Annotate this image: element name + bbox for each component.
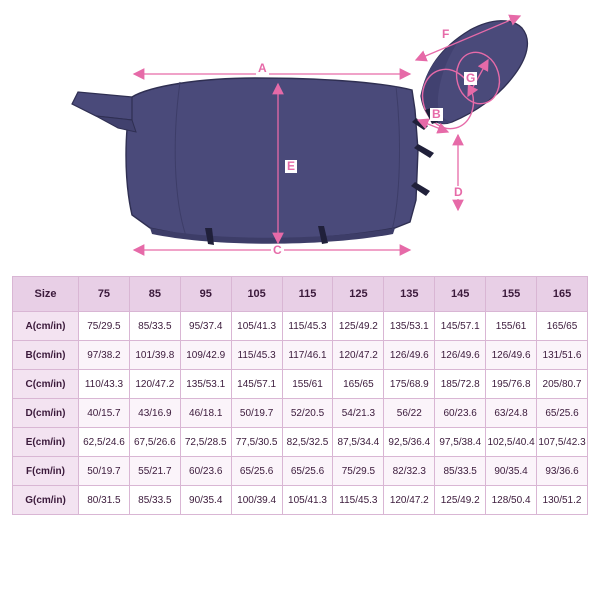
- blanket-diagram: [0, 0, 600, 268]
- table-cell: 85/33.5: [129, 486, 180, 515]
- table-header-cell: 85: [129, 277, 180, 312]
- table-cell: 105/41.3: [282, 486, 333, 515]
- table-row: [13, 486, 588, 515]
- table-cell: 43/16.9: [129, 399, 180, 428]
- table-cell: 126/49.6: [435, 341, 486, 370]
- table-row: [13, 399, 588, 428]
- table-cell: 62,5/24.6: [79, 428, 130, 457]
- table-cell: 80/31.5: [79, 486, 130, 515]
- dimension-label-b: B: [432, 107, 441, 121]
- table-cell: 60/23.6: [435, 399, 486, 428]
- table-cell: 126/49.6: [486, 341, 537, 370]
- table-cell: 145/57.1: [435, 312, 486, 341]
- table-cell: 92,5/36.4: [384, 428, 435, 457]
- dimension-label-a: A: [258, 61, 267, 75]
- table-cell: 115/45.3: [282, 312, 333, 341]
- size-chart-table: [12, 276, 588, 515]
- table-row: [13, 457, 588, 486]
- dimension-label-c: C: [273, 243, 282, 257]
- table-header-cell: 75: [79, 277, 130, 312]
- table-cell: 155/61: [282, 370, 333, 399]
- table-cell: 120/47.2: [129, 370, 180, 399]
- row-label: A(cm/in): [13, 312, 79, 341]
- table-cell: 135/53.1: [180, 370, 231, 399]
- table-cell: 100/39.4: [231, 486, 282, 515]
- dimension-label-g: G: [466, 71, 476, 85]
- table-cell: 90/35.4: [486, 457, 537, 486]
- table-cell: 46/18.1: [180, 399, 231, 428]
- table-body: [13, 312, 588, 515]
- table-cell: 120/47.2: [384, 486, 435, 515]
- table-cell: 125/49.2: [435, 486, 486, 515]
- dimension-label-e: E: [287, 159, 296, 173]
- table-cell: 56/22: [384, 399, 435, 428]
- table-row: [13, 341, 588, 370]
- table-cell: 126/49.6: [384, 341, 435, 370]
- table-cell: 165/65: [537, 312, 588, 341]
- table-cell: 75/29.5: [79, 312, 130, 341]
- table-cell: 105/41.3: [231, 312, 282, 341]
- table-cell: 135/53.1: [384, 312, 435, 341]
- table-cell: 65/25.6: [282, 457, 333, 486]
- table-row: [13, 370, 588, 399]
- blanket-body-shape: [72, 78, 434, 245]
- table-cell: 75/29.5: [333, 457, 384, 486]
- table-header-cell: 105: [231, 277, 282, 312]
- table-cell: 115/45.3: [333, 486, 384, 515]
- table-cell: 52/20.5: [282, 399, 333, 428]
- table-cell: 54/21.3: [333, 399, 384, 428]
- row-label: F(cm/in): [13, 457, 79, 486]
- table-cell: 109/42.9: [180, 341, 231, 370]
- table-cell: 82,5/32.5: [282, 428, 333, 457]
- row-label: E(cm/in): [13, 428, 79, 457]
- table-header-cell: Size: [13, 277, 79, 312]
- table-cell: 97,5/38.4: [435, 428, 486, 457]
- table-cell: 195/76.8: [486, 370, 537, 399]
- dimension-label-f: F: [442, 27, 450, 41]
- table-cell: 65/25.6: [231, 457, 282, 486]
- table-cell: 82/32.3: [384, 457, 435, 486]
- table-cell: 130/51.2: [537, 486, 588, 515]
- table-cell: 85/33.5: [129, 312, 180, 341]
- table-cell: 115/45.3: [231, 341, 282, 370]
- row-label: C(cm/in): [13, 370, 79, 399]
- dimension-label-d: D: [454, 185, 463, 199]
- table-cell: 102,5/40.4: [486, 428, 537, 457]
- table-header-cell: 145: [435, 277, 486, 312]
- table-cell: 65/25.6: [537, 399, 588, 428]
- table-cell: 185/72.8: [435, 370, 486, 399]
- table-cell: 110/43.3: [79, 370, 130, 399]
- table-header-cell: 165: [537, 277, 588, 312]
- table-cell: 175/68.9: [384, 370, 435, 399]
- table-header-row: [13, 277, 588, 312]
- table-cell: 60/23.6: [180, 457, 231, 486]
- table-header: [13, 277, 588, 312]
- table-cell: 72,5/28.5: [180, 428, 231, 457]
- row-label: G(cm/in): [13, 486, 79, 515]
- table-cell: 97/38.2: [79, 341, 130, 370]
- table-cell: 205/80.7: [537, 370, 588, 399]
- table-header-cell: 155: [486, 277, 537, 312]
- table-cell: 120/47.2: [333, 341, 384, 370]
- table-header-cell: 95: [180, 277, 231, 312]
- table-cell: 95/37.4: [180, 312, 231, 341]
- table-cell: 125/49.2: [333, 312, 384, 341]
- table-cell: 128/50.4: [486, 486, 537, 515]
- table-row: [13, 312, 588, 341]
- table-cell: 63/24.8: [486, 399, 537, 428]
- table-cell: 155/61: [486, 312, 537, 341]
- table-cell: 107,5/42.3: [537, 428, 588, 457]
- table-cell: 40/15.7: [79, 399, 130, 428]
- table-cell: 101/39.8: [129, 341, 180, 370]
- table-cell: 77,5/30.5: [231, 428, 282, 457]
- table-cell: 55/21.7: [129, 457, 180, 486]
- row-label: B(cm/in): [13, 341, 79, 370]
- table-header-cell: 135: [384, 277, 435, 312]
- table-header-cell: 125: [333, 277, 384, 312]
- row-label: D(cm/in): [13, 399, 79, 428]
- table-cell: 85/33.5: [435, 457, 486, 486]
- table-cell: 50/19.7: [231, 399, 282, 428]
- table-cell: 131/51.6: [537, 341, 588, 370]
- table-row: [13, 428, 588, 457]
- table-cell: 165/65: [333, 370, 384, 399]
- table-header-cell: 115: [282, 277, 333, 312]
- table-cell: 90/35.4: [180, 486, 231, 515]
- table-cell: 50/19.7: [79, 457, 130, 486]
- table-cell: 67,5/26.6: [129, 428, 180, 457]
- size-chart-table-wrapper: [12, 276, 588, 515]
- table-cell: 117/46.1: [282, 341, 333, 370]
- table-cell: 87,5/34.4: [333, 428, 384, 457]
- table-cell: 145/57.1: [231, 370, 282, 399]
- table-cell: 93/36.6: [537, 457, 588, 486]
